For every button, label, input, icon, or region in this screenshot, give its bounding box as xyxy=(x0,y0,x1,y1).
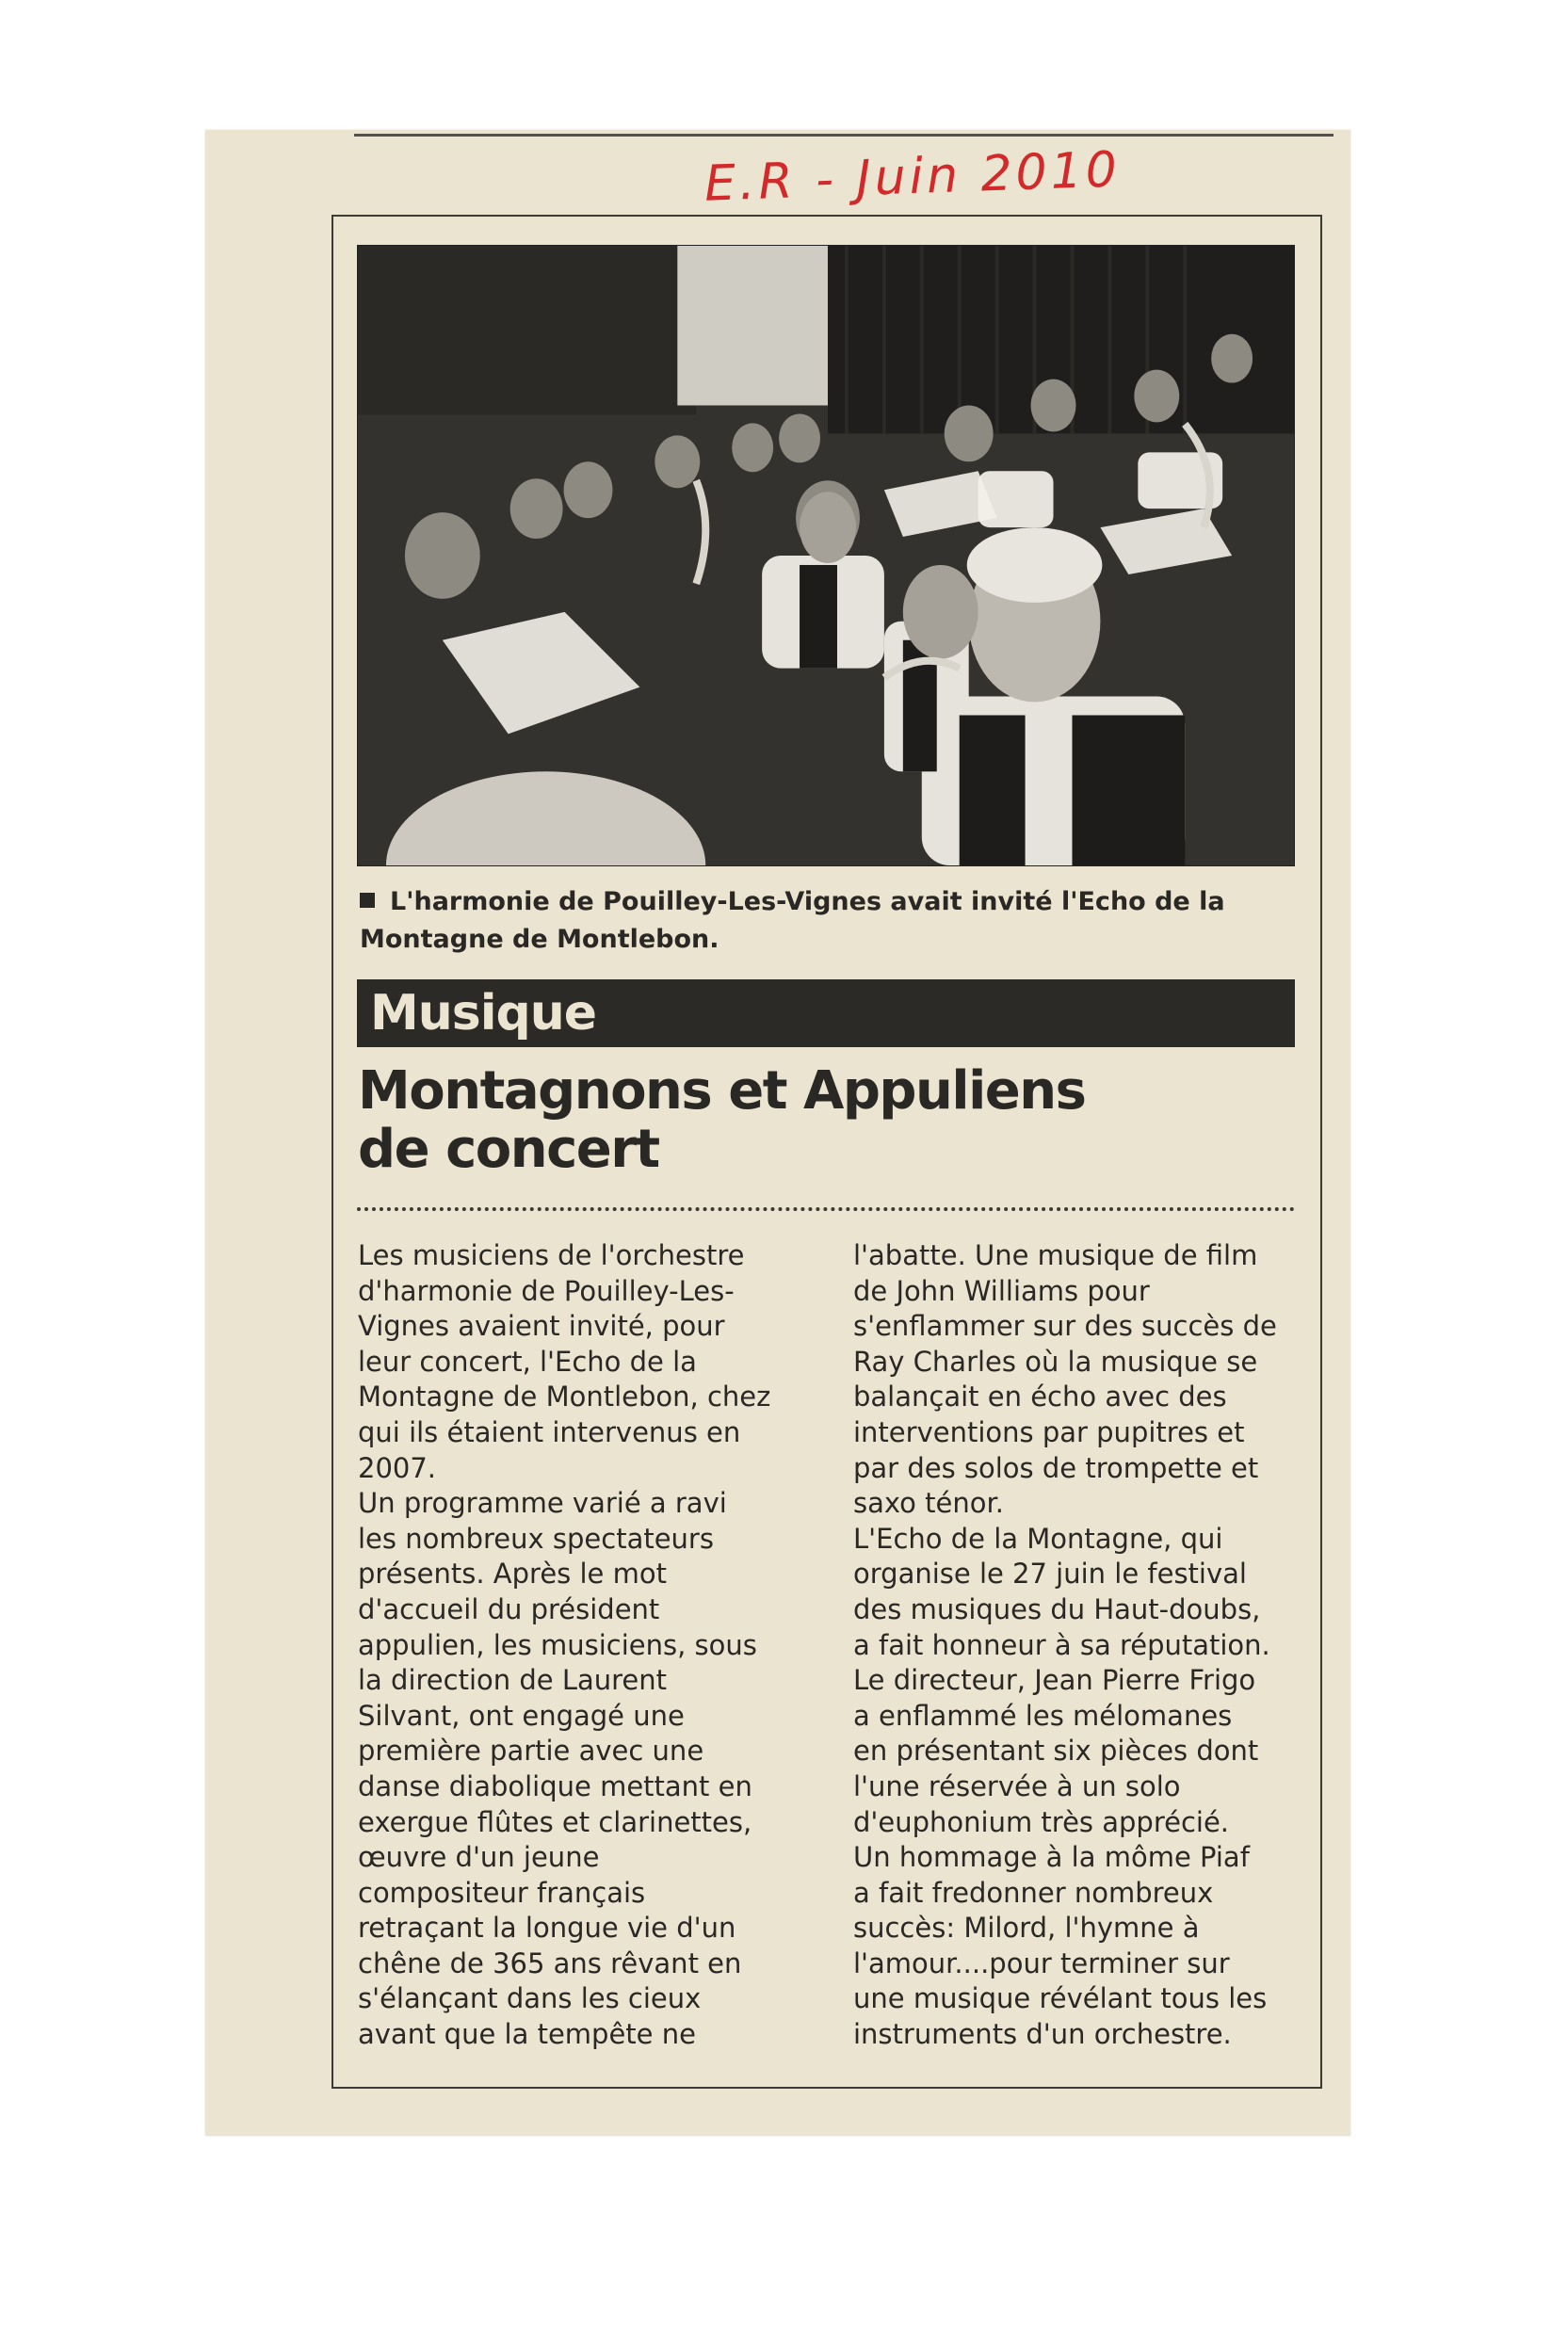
article-line: a fait honneur à sa réputation. xyxy=(853,1628,1270,1661)
article-line: retraçant la longue vie d'un xyxy=(358,1912,736,1945)
article-line: les nombreux spectateurs xyxy=(358,1522,714,1555)
caption-bullet-icon xyxy=(360,893,375,908)
article-line: l'amour....pour terminer sur xyxy=(853,1946,1230,1979)
handwritten-annotation: E.R - Juin 2010 xyxy=(703,141,1122,213)
article-line: présents. Après le mot xyxy=(358,1558,667,1591)
dotted-divider xyxy=(357,1207,1295,1211)
article-line: chêne de 365 ans rêvant en xyxy=(358,1946,742,1979)
headline-line-1: Montagnons et Appuliens xyxy=(358,1060,1086,1122)
article-line: L'Echo de la Montagne, qui xyxy=(853,1522,1223,1555)
article-line: appulien, les musiciens, sous xyxy=(358,1628,757,1661)
article-line: exergue flûtes et clarinettes, xyxy=(358,1805,752,1838)
article-line: danse diabolique mettant en xyxy=(358,1769,752,1802)
article-line: de John Williams pour xyxy=(853,1274,1150,1307)
article-line: s'enflammer sur des succès de xyxy=(853,1310,1277,1343)
article-frame xyxy=(331,215,1322,2089)
article-line: d'euphonium très apprécié. xyxy=(853,1805,1230,1838)
article-column-left xyxy=(358,1238,800,2053)
article-line: des musiques du Haut-doubs, xyxy=(853,1592,1261,1625)
article-line: s'élançant dans les cieux xyxy=(358,1982,702,2015)
article-line: succès: Milord, l'hymne à xyxy=(853,1912,1200,1945)
article-line: leur concert, l'Echo de la xyxy=(358,1345,697,1378)
article-photo xyxy=(357,245,1295,866)
section-rubric xyxy=(357,979,1295,1047)
article-line: instruments d'un orchestre. xyxy=(853,2018,1232,2051)
article-line: Le directeur, Jean Pierre Frigo xyxy=(853,1664,1256,1697)
article-line: une musique révélant tous les xyxy=(853,1982,1268,2015)
article-line: a enflammé les mélomanes xyxy=(853,1699,1233,1732)
article-line: l'une réservée à un solo xyxy=(853,1769,1181,1802)
article-line: l'abatte. Une musique de film xyxy=(853,1239,1258,1271)
article-line: œuvre d'un jeune xyxy=(358,1841,600,1874)
article-line: a fait fredonner nombreux xyxy=(853,1876,1214,1909)
article-line: compositeur français xyxy=(358,1876,646,1909)
article-line: la direction de Laurent xyxy=(358,1664,668,1697)
article-line: Silvant, ont engagé une xyxy=(358,1699,685,1732)
article-line: Les musiciens de l'orchestre xyxy=(358,1239,745,1271)
article-line: Un programme varié a ravi xyxy=(358,1487,727,1520)
article-line: Montagne de Montlebon, chez xyxy=(358,1381,771,1413)
article-line: 2007. xyxy=(358,1451,437,1484)
headline-line-2: de concert xyxy=(358,1119,659,1180)
article-column-right xyxy=(853,1238,1296,2053)
article-headline xyxy=(358,1062,1290,1179)
article-line: Ray Charles où la musique se xyxy=(853,1345,1258,1378)
article-line: par des solos de trompette et xyxy=(853,1451,1259,1484)
article-line: d'harmonie de Pouilley-Les- xyxy=(358,1274,735,1307)
article-line: organise le 27 juin le festival xyxy=(853,1558,1247,1591)
photo-caption xyxy=(360,883,1292,959)
article-line: en présentant six pièces dont xyxy=(853,1735,1259,1768)
article-line: première partie avec une xyxy=(358,1735,704,1768)
clipping-top-edge xyxy=(354,134,1334,137)
newspaper-clipping xyxy=(205,130,1350,2136)
article-line: saxo ténor. xyxy=(853,1487,1004,1520)
article-line: qui ils étaient intervenus en xyxy=(358,1415,741,1448)
article-line: balançait en écho avec des xyxy=(853,1381,1227,1413)
article-line: d'accueil du président xyxy=(358,1592,660,1625)
article-line: Vignes avaient invité, pour xyxy=(358,1310,725,1343)
rubric-label: Musique xyxy=(370,985,597,1042)
article-line: interventions par pupitres et xyxy=(853,1415,1245,1448)
article-line: avant que la tempête ne xyxy=(358,2018,696,2051)
brass-band-photo-icon xyxy=(358,246,1294,865)
caption-text: L'harmonie de Pouilley-Les-Vignes avait invité l'Echo de la Montagne de Montlebon. xyxy=(360,887,1225,954)
article-line: Un hommage à la môme Piaf xyxy=(853,1841,1250,1874)
